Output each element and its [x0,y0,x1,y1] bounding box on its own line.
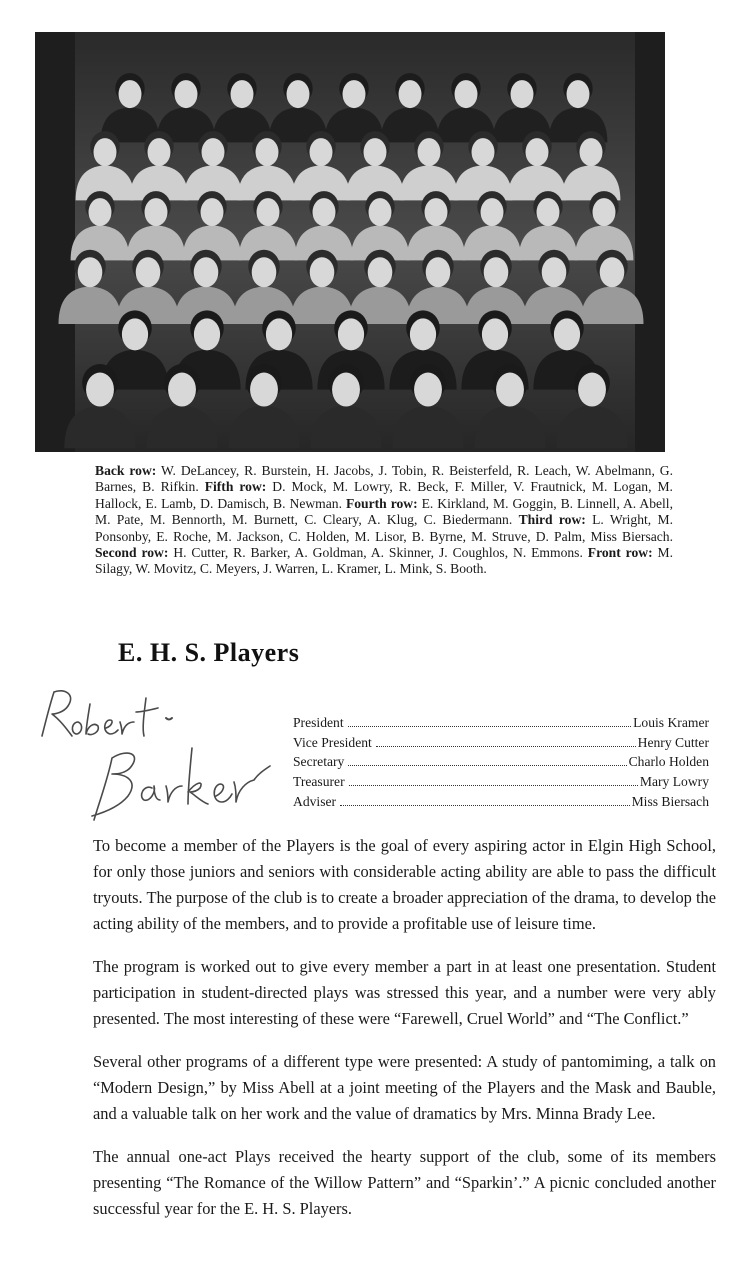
person-face [426,257,451,287]
officer-role: Adviser [293,793,337,809]
person-face [332,373,360,407]
person-face [89,198,112,226]
person-face [252,257,277,287]
caption-names-third: L. Wright, M. Ponsonby, E. Roche, M. Jackson, C. Holden, M. Lisor, B. Byrne, M. Struve, D. Palm, Miss Biersach. [95,512,673,544]
officer-role: President [293,715,344,730]
person-face [202,138,225,166]
person-face [511,80,534,108]
caption-names-front: M. Silagy, W. Movitz, C. Meyers, J. Warren, L. Kramer, L. Mink, S. Booth. [95,545,674,577]
person-face [287,80,310,108]
dot-leader [349,784,638,786]
officer-row-president [293,713,709,733]
person-face [194,318,220,350]
group-photo [35,32,665,452]
officer-role: Secretary [293,754,345,770]
person-face [119,80,142,108]
person-face [94,138,117,166]
caption-label-back: Back row: [95,463,157,478]
person-face [537,198,560,226]
person-face [364,138,387,166]
person-face [455,80,478,108]
person-face [418,138,441,166]
person-face [86,373,114,407]
caption-label-fifth: Fifth row: [204,479,267,495]
officer-name: Charlo Holden [628,754,709,770]
group-photo-drawing [35,32,665,452]
paragraph: Several other programs of a different type were presented: A study of pantomiming, a talk on “Modern Design,” by Miss Abell at a joint meeting of the Players and the Mask and Bauble, and a valuable talk on her work and the value of dramatics by Mrs. Minna Brady Lee. [93,1052,716,1123]
officer-role: Treasurer [293,774,345,790]
caption-label-fourth: Fourth row: [345,495,418,511]
officer-name: Louis Kramer [633,715,709,730]
person-face [425,198,448,226]
person-face [481,198,504,226]
person-face [145,198,168,226]
dot-leader [340,804,630,806]
officer-name: Henry Cutter [637,734,709,750]
person-face [310,257,335,287]
person-face [257,198,280,226]
person-face [343,80,366,108]
person-face [472,138,495,166]
dot-leader [376,745,636,747]
person-face [266,318,292,350]
dot-leader [348,764,626,766]
person-face [526,138,549,166]
person-face [369,198,392,226]
person-face [567,80,590,108]
caption-label-third: Third row: [518,512,586,528]
caption-names-second: H. Cutter, R. Barker, A. Goldman, A. Skinner, J. Coughlos, N. Emmons. [173,545,583,561]
paragraph: The annual one-act Plays received the hearty support of the club, some of its members presenting “The Romance of the Willow Pattern” and “Sparkin’.” A picnic concluded another successful year for the E. H. S. Players. [93,1147,716,1218]
paragraph: To become a member of the Players is the goal of every aspiring actor in Elgin High School, for only those juniors and seniors with considerable acting ability are able to pass the difficult tryouts. The purpose of the club is to create a broader appreciation of the drama, to develop the acting ability of the members, and to provide a profitable use of leisure time. [93,836,716,933]
caption-label-second: Second row: [95,545,169,561]
person-face [194,257,219,287]
officer-row-vice-president [293,733,709,753]
officer-name: Miss Biersach [631,793,709,809]
person-face [122,318,148,350]
person-face [368,257,393,287]
person-face [168,373,196,407]
caption-label-front: Front row: [587,545,653,561]
officer-role: Vice President [293,734,372,750]
person-face [250,373,278,407]
paragraph: The program is worked out to give every member a part in at least one presentation. Student participation in student-directed plays was stressed this year, and a number were very ably presented. The most interesting of these were “Farewell, Cruel World” and “The Conflict.” [93,957,716,1028]
person-face [136,257,161,287]
person-face [496,373,524,407]
photo-caption [95,463,673,578]
officers-list [293,713,709,812]
person-face [148,138,171,166]
article-body [93,833,716,1239]
person-face [338,318,364,350]
section-title: E. H. S. Players [118,638,300,667]
dot-leader [348,725,632,727]
person-face [256,138,279,166]
person-face [578,373,606,407]
officer-row-treasurer [293,772,709,792]
person-face [542,257,567,287]
person-face [482,318,508,350]
person-face [201,198,224,226]
handwritten-signature [20,670,290,830]
person-face [580,138,603,166]
person-face [399,80,422,108]
person-face [410,318,436,350]
person-face [231,80,254,108]
caption-names-fourth: E. Kirkland, M. Goggin, B. Linnell, A. Abell, M. Pate, M. Bennorth, M. Burnett, C. Cleary, A. Klug, C. Biedermann. [95,495,673,528]
caption-names-fifth: D. Mock, M. Lowry, R. Beck, F. Miller, V. Frautnick, M. Logan, M. Hallock, E. Lamb, D. Damisch, B. Newman. [95,479,673,511]
person-face [313,198,336,226]
officer-row-secretary [293,752,709,772]
person-face [593,198,616,226]
officer-name: Mary Lowry [639,774,709,790]
caption-names-back: W. DeLancey, R. Burstein, H. Jacobs, J. Tobin, R. Beisterfeld, R. Leach, W. Abelmann, G. Barnes, B. Rifkin. [95,463,673,495]
person-face [175,80,198,108]
officer-row-adviser [293,792,709,812]
person-face [484,257,509,287]
person-face [600,257,625,287]
person-face [414,373,442,407]
person-face [554,318,580,350]
person-face [310,138,333,166]
person-face [78,257,103,287]
